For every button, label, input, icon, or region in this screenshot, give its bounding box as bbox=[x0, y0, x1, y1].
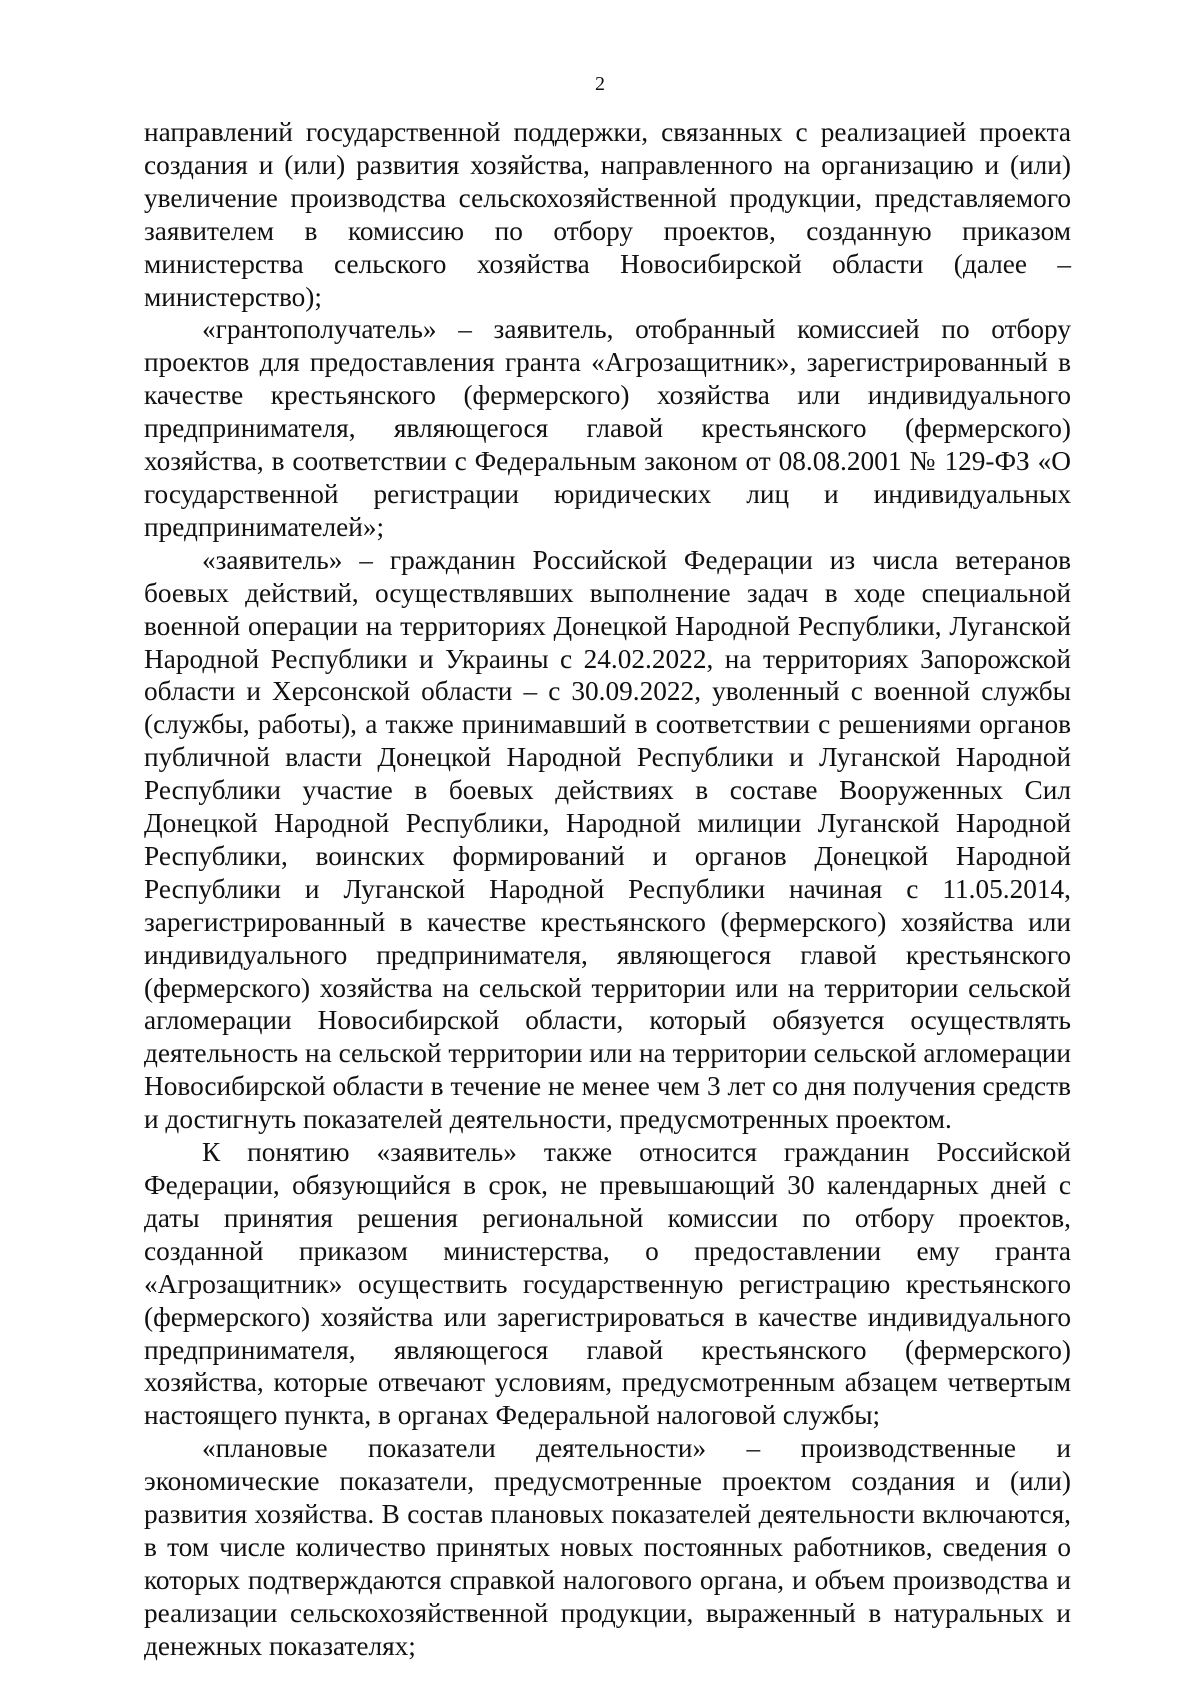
paragraph-intro-continuation: направлений государственной поддержки, связанных с реализацией проекта создания и (или) развития хозяйства, направленного на организацию и (или) увеличение производства сельскохозяйственной продукции, представляемого заявителем в комиссию по отбору проектов, созданную приказом министерства сельского хозяйства Новосибирской области (далее – министерство); bbox=[144, 117, 1071, 312]
page-number: 2 bbox=[595, 73, 605, 95]
paragraph-applicant-extension: К понятию «заявитель» также относится гражданин Российской Федерации, обязующийся в срок, не превышающий 30 календарных дней с даты принятия решения региональной комиссии по отбору проектов, созданной приказом министерства, о предоставлении ему гранта «Агрозащитник» осуществить государственную регистрацию крестьянского (фермерского) хозяйства или зарегистрироваться в качестве индивидуального предпринимателя, являющегося главой крестьянского (фермерского) хозяйства, которые отвечают условиям, предусмотренным абзацем четвертым настоящего пункта, в органах Федеральной налоговой службы; bbox=[144, 1137, 1071, 1431]
document-body bbox=[144, 116, 1071, 1663]
paragraph-planned-indicators-definition: «плановые показатели деятельности» – производственные и экономические показатели, предусмотренные проектом создания и (или) развития хозяйства. В состав плановых показателей деятельности включаются, в том числе количество принятых новых постоянных работников, сведения о которых подтверждаются справкой налогового органа, и объем производства и реализации сельскохозяйственной продукции, выраженный в натуральных и денежных показателях; bbox=[144, 1433, 1071, 1661]
paragraph-applicant-definition: «заявитель» – гражданин Российской Федерации из числа ветеранов боевых действий, осуществлявших выполнение задач в ходе специальной военной операции на территориях Донецкой Народной Республики, Луганской Народной Республики и Украины с 24.02.2022, на территориях Запорожской области и Херсонской области – с 30.09.2022, уволенный с военной службы (службы, работы), а также принимавший в соответствии с решениями органов публичной власти Донецкой Народной Республики и Луганской Народной Республики участие в боевых действиях в составе Вооруженных Сил Донецкой Народной Республики, Народной милиции Луганской Народной Республики, воинских формирований и органов Донецкой Народной Республики и Луганской Народной Республики начиная с 11.05.2014, зарегистрированный в качестве крестьянского (фермерского) хозяйства или индивидуального предпринимателя, являющегося главой крестьянского (фермерского) хозяйства на сельской территории или на территории сельской агломерации Новосибирской области, который обязуется осуществлять деятельность на сельской территории или на территории сельской агломерации Новосибирской области в течение не менее чем 3 лет со дня получения средств и достигнуть показателей деятельности, предусмотренных проектом. bbox=[144, 544, 1071, 1135]
paragraph-grant-recipient-definition: «грантополучатель» – заявитель, отобранный комиссией по отбору проектов для предоставления гранта «Агрозащитник», зарегистрированный в качестве крестьянского (фермерского) хозяйства или индивидуального предпринимателя, являющегося главой крестьянского (фермерского) хозяйства, в соответствии с Федеральным законом от 08.08.2001 № 129-ФЗ «О государственной регистрации юридических лиц и индивидуальных предпринимателей»; bbox=[144, 314, 1071, 542]
